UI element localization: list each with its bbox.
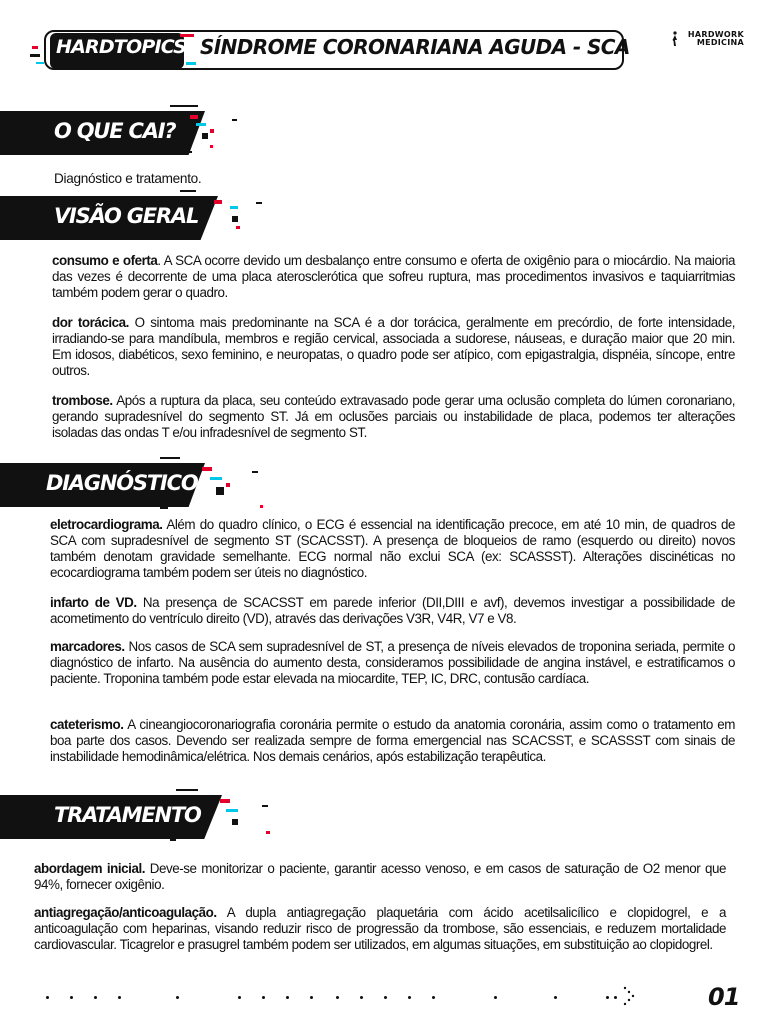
section-title: TRATAMENTO <box>54 803 201 827</box>
runner-icon <box>672 31 678 47</box>
paragraph-antiagregacao <box>34 905 726 953</box>
brand-line-2: MEDICINA <box>696 38 744 47</box>
paragraph-term: infarto de VD. <box>50 595 137 610</box>
section-banner-tratamento <box>0 795 280 839</box>
paragraph-eletrocardiograma <box>50 517 735 581</box>
footer-dot <box>176 996 179 999</box>
brand-logo <box>672 31 744 47</box>
paragraph-term: marcadores. <box>50 639 125 654</box>
paragraph-term: abordagem inicial. <box>34 861 145 876</box>
paragraph-marcadores <box>50 639 735 687</box>
paragraph-body: Nos casos de SCA sem supradesnível de ST, a presença de níveis elevados de troponina seriada, permite o diagnóstico de infarto. Na ausência do aumento desta, consideramos possibilidade de angina instável, e estratificamos o paciente. Troponina também pode estar elevada na miocardite, TEP, IC, DRC, contusão cardíaca. <box>50 639 735 686</box>
footer-dot <box>384 996 387 999</box>
footer-dot <box>70 996 73 999</box>
footer-dot <box>46 996 49 999</box>
footer-dot <box>310 996 313 999</box>
footer-dot <box>494 996 497 999</box>
footer-dot <box>432 996 435 999</box>
paragraph-body: Na presença de SCACSST em parede inferior (DII,DIII e avf), devemos investigar a possibilidade de acometimento do ventrículo direito (VD), através das derivações V3R, V4R, V7 e V8. <box>50 595 735 626</box>
que-cai-text: Diagnóstico e tratamento. <box>54 171 202 186</box>
paragraph-abordagem-inicial <box>34 861 726 893</box>
paragraph-body: O sintoma mais predominante na SCA é a dor torácica, geralmente em precórdio, de forte intensidade, irradiando-se para mandíbula, membros e região cervical, associada a sudorese, náuseas, e duração maior que 20 min. Em idosos, diabéticos, sexo feminino, e neuropatas, o quadro pode ser atípico, com epigastralgia, dispnéia, síncope, entre outros. <box>52 315 735 378</box>
footer-dot <box>262 996 265 999</box>
paragraph-dor-toracica <box>52 315 735 379</box>
footer-dot <box>614 996 617 999</box>
paragraph-trombose <box>52 393 735 441</box>
paragraph-cateterismo <box>50 717 735 765</box>
topic-tag: HARDTOPICS <box>56 36 187 58</box>
paragraph-infarto-vd <box>50 595 735 627</box>
paragraph-body: Além do quadro clínico, o ECG é essencial na identificação precoce, em até 10 min, de quadros de SCA com supradesnível de segmento ST (SCACSST). A presença de bloqueios de ramo (esquerdo ou direito) novos também denotam gravidade semelhante. ECG normal não exclui SCA (ex: SCASSST). Alterações discinéticas no ecocardiograma também podem ser úteis no diagnóstico. <box>50 517 735 580</box>
footer-dot <box>606 996 609 999</box>
footer-dot <box>360 996 363 999</box>
footer-dot <box>238 996 241 999</box>
footer-arrow-icon <box>622 986 638 1008</box>
section-title: VISÃO GERAL <box>54 204 199 228</box>
section-banner-visao-geral <box>0 196 260 240</box>
paragraph-body: Após a ruptura da placa, seu conteúdo extravasado pode gerar uma oclusão completa do lúmen coronariano, gerando supradesnível do segmento ST. Já em oclusões parciais ou instabilidade de placa, podemos ter alterações isoladas das ondas T e/ou infradesnível de segmento ST. <box>52 393 735 440</box>
section-title: DIAGNÓSTICO <box>46 471 198 495</box>
section-title: O QUE CAI? <box>54 119 176 143</box>
footer-dot <box>118 996 121 999</box>
section-banner-diagnostico <box>0 463 260 507</box>
paragraph-term: cateterismo. <box>50 717 124 732</box>
footer-dot <box>408 996 411 999</box>
page-title: SÍNDROME CORONARIANA AGUDA - SCA <box>200 35 630 59</box>
paragraph-body: . A SCA ocorre devido um desbalanço entre consumo e oferta de oxigênio para o miocárdio. Na maioria das vezes é decorrente de uma placa aterosclerótica que sofreu ruptura, mas procedimentos invasivos e taquiarritmias também podem gerar o quadro. <box>52 253 735 300</box>
paragraph-term: consumo e oferta <box>52 253 158 268</box>
paragraph-term: eletrocardiograma. <box>50 517 163 532</box>
paragraph-body: A cineangiocoronariografia coronária permite o estudo da anatomia coronária, assim como o tratamento em boa parte dos casos. Devendo ser realizada sempre de forma emergencial nas SCACSST, e SCASSST com sinais de instabilidade hemodinâmica/elétrica. Nos demais cenários, após estabilização terapêutica. <box>50 717 735 764</box>
paragraph-term: antiagregação/anticoagulação. <box>34 905 217 920</box>
section-banner-que-cai <box>0 111 240 155</box>
page-number: 01 <box>708 983 740 1011</box>
paragraph-term: trombose. <box>52 393 113 408</box>
paragraph-consumo-oferta <box>52 253 735 301</box>
paragraph-term: dor torácica. <box>52 315 129 330</box>
footer-dot <box>554 996 557 999</box>
paragraph-body: Deve-se monitorizar o paciente, garantir acesso venoso, e em casos de saturação de O2 menor que 94%, fornecer oxigênio. <box>34 861 726 892</box>
brand-line-1: HARDWORK <box>687 30 744 39</box>
footer-dot <box>286 996 289 999</box>
footer-dot <box>94 996 97 999</box>
paragraph-body: A dupla antiagregação plaquetária com ácido acetilsalicílico e clopidogrel, e a anticoagulação com heparinas, visando reduzir risco de progressão da trombose, são essenciais, e reduzem mortalidade cardiovascular. Ticagrelor e prasugrel também podem ser utilizados, em algumas situações, em substituição ao clopidogrel. <box>34 905 726 952</box>
footer-dot <box>336 996 339 999</box>
